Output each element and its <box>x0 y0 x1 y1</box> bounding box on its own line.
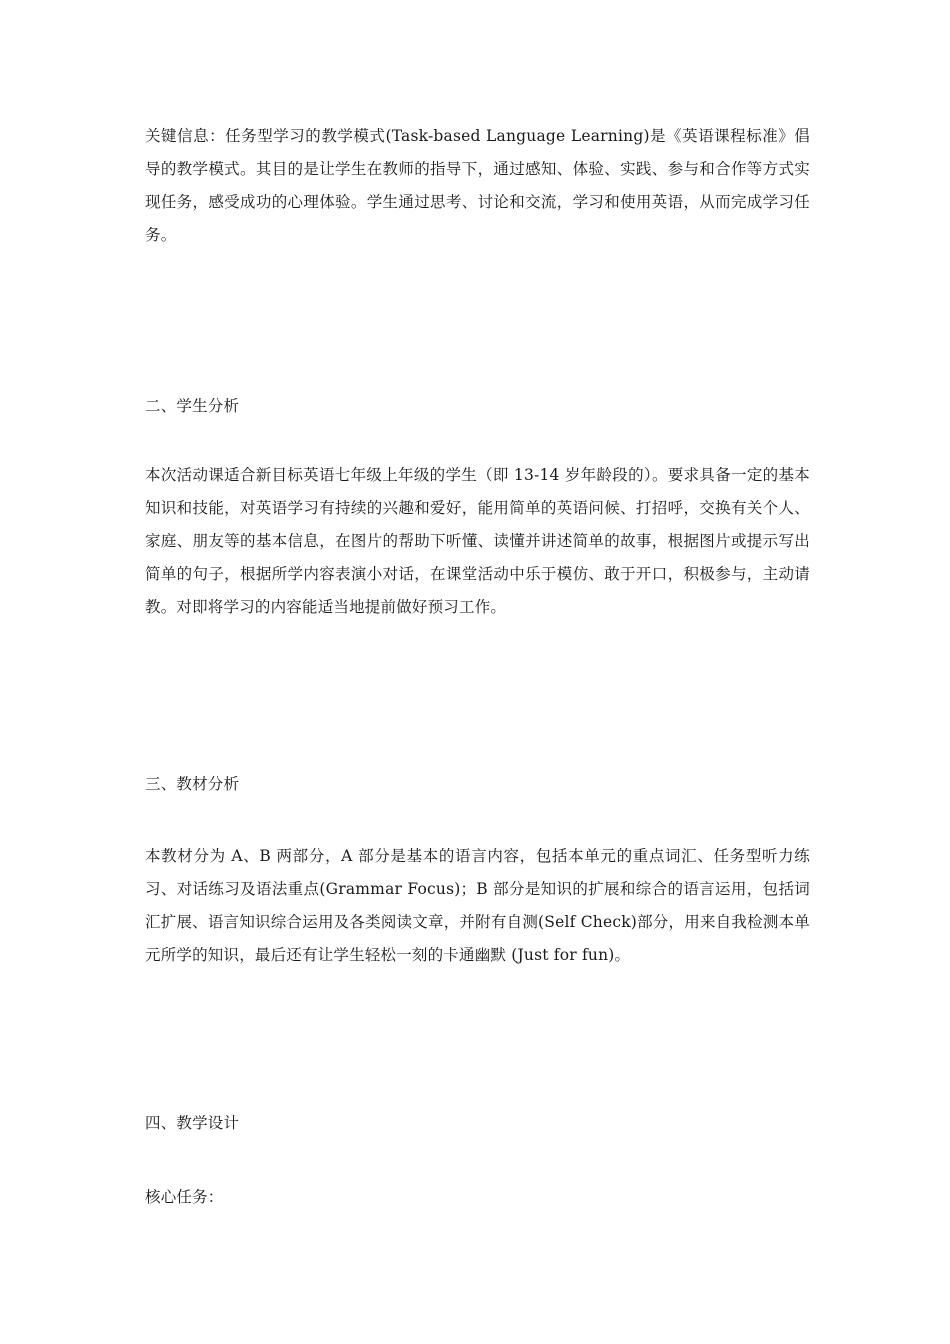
section-heading-teaching-design: 四、教学设计 <box>145 1114 240 1132</box>
key-info-paragraph: 关键信息：任务型学习的教学模式(Task-based Language Learning)是《英语课程标准》倡导的教学模式。其目的是让学生在教师的指导下，通过感知、体验、实践、参与和合作等方式实现任务，感受成功的心理体验。学生通过思考、讨论和交流，学习和使用英语，从而完成学习任务。 <box>145 127 810 244</box>
student-analysis-paragraph: 本次活动课适合新目标英语七年级上年级的学生（即 13-14 岁年龄段的）。要求具备一定的基本知识和技能，对英语学习有持续的兴趣和爱好，能用简单的英语问候、打招呼，交换有关个人、家庭、朋友等的基本信息，在图片的帮助下听懂、读懂并讲述简单的故事，根据图片或提示写出简单的句子，根据所学内容表演小对话，在课堂活动中乐于模仿、敢于开口，积极参与，主动请教。对即将学习的内容能适当地提前做好预习工作。 <box>145 466 810 616</box>
textbook-analysis-paragraph: 本教材分为 A、B 两部分，A 部分是基本的语言内容，包括本单元的重点词汇、任务型听力练习、对话练习及语法重点(Grammar Focus)；B 部分是知识的扩展和综合的语言运用，包括词汇扩展、语言知识综合运用及各类阅读文章，并附有自测(Self Check)部分，用来自我检测本单元所学的知识，最后还有让学生轻松一刻的卡通幽默 (Just for fun)。 <box>145 847 810 964</box>
section-heading-student-analysis: 二、学生分析 <box>145 397 240 415</box>
section-heading-textbook-analysis: 三、教材分析 <box>145 775 240 793</box>
core-task-label: 核心任务： <box>145 1188 224 1206</box>
